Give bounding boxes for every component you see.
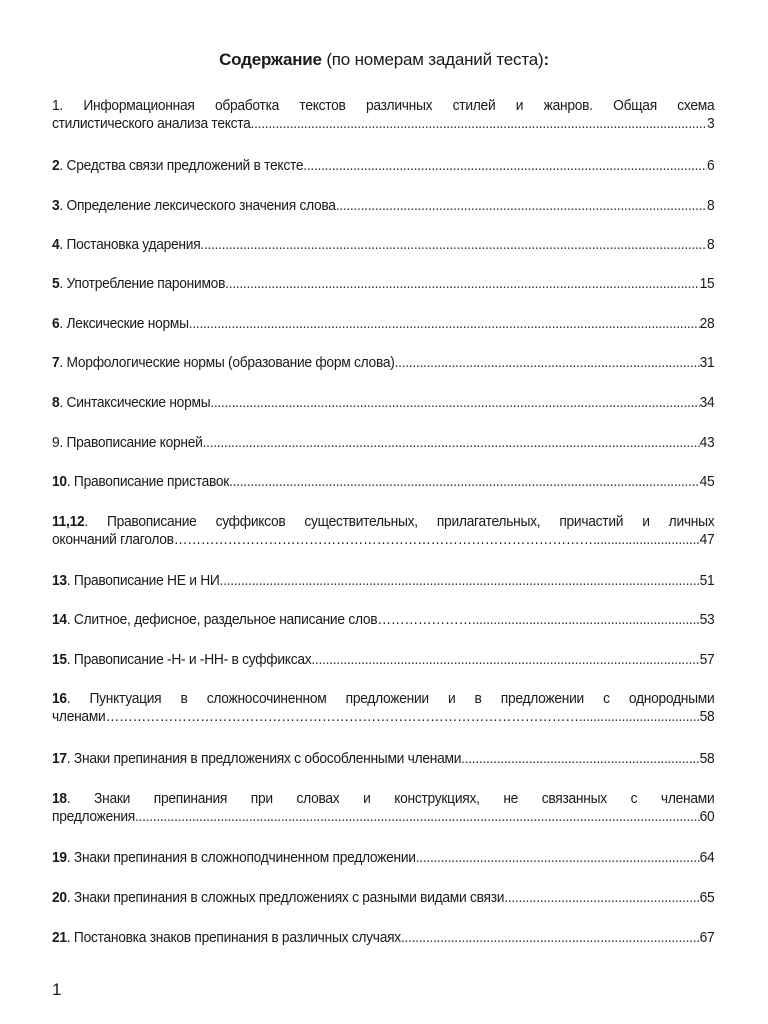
toc-entry-number: 18 <box>52 790 67 807</box>
toc-entry-page: 3 <box>706 115 715 132</box>
toc-entry-text: . Правописание -Н- и -НН- в суффиксах <box>66 651 312 668</box>
toc-entry-text: . Знаки препинания в предложениях с обособленными членами <box>66 750 462 767</box>
toc-entry-number: 4 <box>52 236 60 253</box>
toc-entry-10 <box>52 473 715 491</box>
toc-entry-page: 67 <box>699 929 715 946</box>
toc-entry-text: . Средства связи предложений в тексте <box>59 157 304 174</box>
toc-entry-11-12 <box>52 513 715 549</box>
toc-entry-number: 20 <box>52 889 67 906</box>
toc-entry-page: 65 <box>699 889 715 906</box>
toc-entry-2 <box>52 157 715 175</box>
toc-entry-number: 2 <box>52 157 60 174</box>
toc-entry-number: 8 <box>52 394 60 411</box>
toc-entry-text: . Морфологические нормы (образование форм слова) <box>59 354 395 371</box>
toc-entry-number: 15 <box>52 651 67 668</box>
toc-entry-number: 6 <box>52 315 60 332</box>
toc-entry-page: 51 <box>699 572 715 589</box>
toc-entry-4 <box>52 236 715 254</box>
title-colon: : <box>543 50 549 69</box>
toc-entry-number: 21 <box>52 929 67 946</box>
toc-entry-first-line: 1. Информационная обработка текстов различных стилей и жанров. Общая схема <box>52 97 715 114</box>
toc-entry-text: . Синтаксические нормы <box>59 394 211 411</box>
toc-entry-number: 9 <box>52 434 60 451</box>
toc-entry-number: 10 <box>52 473 67 490</box>
toc-entry-text: членами…………………………………………………………………………………………… ..... <box>52 708 700 726</box>
toc-entry-13 <box>52 572 715 590</box>
toc-entry-page: 64 <box>699 849 715 866</box>
toc-entry-text: . Определение лексического значения слова <box>59 197 336 214</box>
toc-entry-number: 17 <box>52 750 67 767</box>
toc-entry-page: 34 <box>699 394 715 411</box>
toc-entry-text: . Лексические нормы <box>59 315 189 332</box>
toc-entry-number: 11,12 <box>52 513 85 530</box>
toc-entry-15 <box>52 651 715 669</box>
toc-entry-text: . Правописание приставок <box>66 473 230 490</box>
toc-entry-8 <box>52 394 715 412</box>
toc-entry-17 <box>52 750 715 768</box>
toc-entry-page: 8 <box>706 236 715 253</box>
toc-entry-text: . Употребление паронимов <box>59 275 226 292</box>
toc-entry-7 <box>52 354 715 372</box>
toc-entry-page: 57 <box>699 651 715 668</box>
toc-entry-text: стилистического анализа текста ..... <box>52 115 707 133</box>
toc-entry-21 <box>52 929 715 947</box>
toc-entry-6 <box>52 315 715 333</box>
toc-entry-text: . Правописание корней <box>59 434 203 451</box>
toc-entry-text: . Правописание НЕ и НИ <box>66 572 220 589</box>
title-rest: (по номерам заданий теста) <box>321 50 544 69</box>
toc-entry-page: 47 <box>699 531 715 548</box>
toc-entry-number: 14 <box>52 611 67 628</box>
toc-entry-page: 60 <box>699 808 715 825</box>
toc-entry-text: . Постановка знаков препинания в различных случаях <box>66 929 401 946</box>
page-title <box>0 50 768 70</box>
page-number: 1 <box>52 980 62 999</box>
toc-entry-number: 13 <box>52 572 67 589</box>
toc-entry-number: 7 <box>52 354 60 371</box>
toc-entry-page: 8 <box>706 197 715 214</box>
toc-entry-20 <box>52 889 715 907</box>
toc-entry-text: предложения ..... <box>52 808 700 826</box>
toc-entry-page: 6 <box>706 157 715 174</box>
toc-entry-text: . Постановка ударения <box>59 236 201 253</box>
toc-entry-first-line: . Правописание суффиксов существительных, прилагательных, причастий и личных <box>84 513 715 530</box>
toc-entry-page: 28 <box>699 315 715 332</box>
toc-entry-text: . Знаки препинания в сложных предложениях с разными видами связи <box>66 889 505 906</box>
toc-entry-page: 45 <box>699 473 715 490</box>
toc-entry-page: 53 <box>699 611 715 628</box>
toc-entry-9 <box>52 434 715 452</box>
toc-entry-number: 16 <box>52 690 67 707</box>
toc-entry-1 <box>52 97 715 133</box>
toc-entry-3 <box>52 197 715 215</box>
toc-entry-18 <box>52 790 715 826</box>
toc-entry-page: 58 <box>699 750 715 767</box>
title-bold: Содержание <box>219 50 322 69</box>
toc-entry-number: 19 <box>52 849 67 866</box>
toc-entry-first-line: . Пунктуация в сложносочиненном предложении и в предложении с однородными <box>66 690 715 707</box>
toc-entry-page: 31 <box>699 354 715 371</box>
toc-entry-number: 5 <box>52 275 60 292</box>
toc-entry-number: 3 <box>52 197 60 214</box>
toc-entry-16 <box>52 690 715 726</box>
toc-entry-page: 58 <box>699 708 715 725</box>
toc-entry-page: 43 <box>699 434 715 451</box>
toc-entry-5 <box>52 275 715 293</box>
toc-entry-text: . Знаки препинания в сложноподчиненном предложении <box>66 849 416 866</box>
toc-entry-text: . Слитное, дефисное, раздельное написание слов………………… <box>66 611 473 628</box>
toc-entry-page: 15 <box>699 275 715 292</box>
toc-entry-14 <box>52 611 715 629</box>
toc-entry-19 <box>52 849 715 867</box>
toc-entry-text: окончаний глаголов………………………………………………………………………………… ..... <box>52 531 700 549</box>
toc-entry-first-line: . Знаки препинания при словах и конструкциях, не связанных с членами <box>66 790 715 807</box>
